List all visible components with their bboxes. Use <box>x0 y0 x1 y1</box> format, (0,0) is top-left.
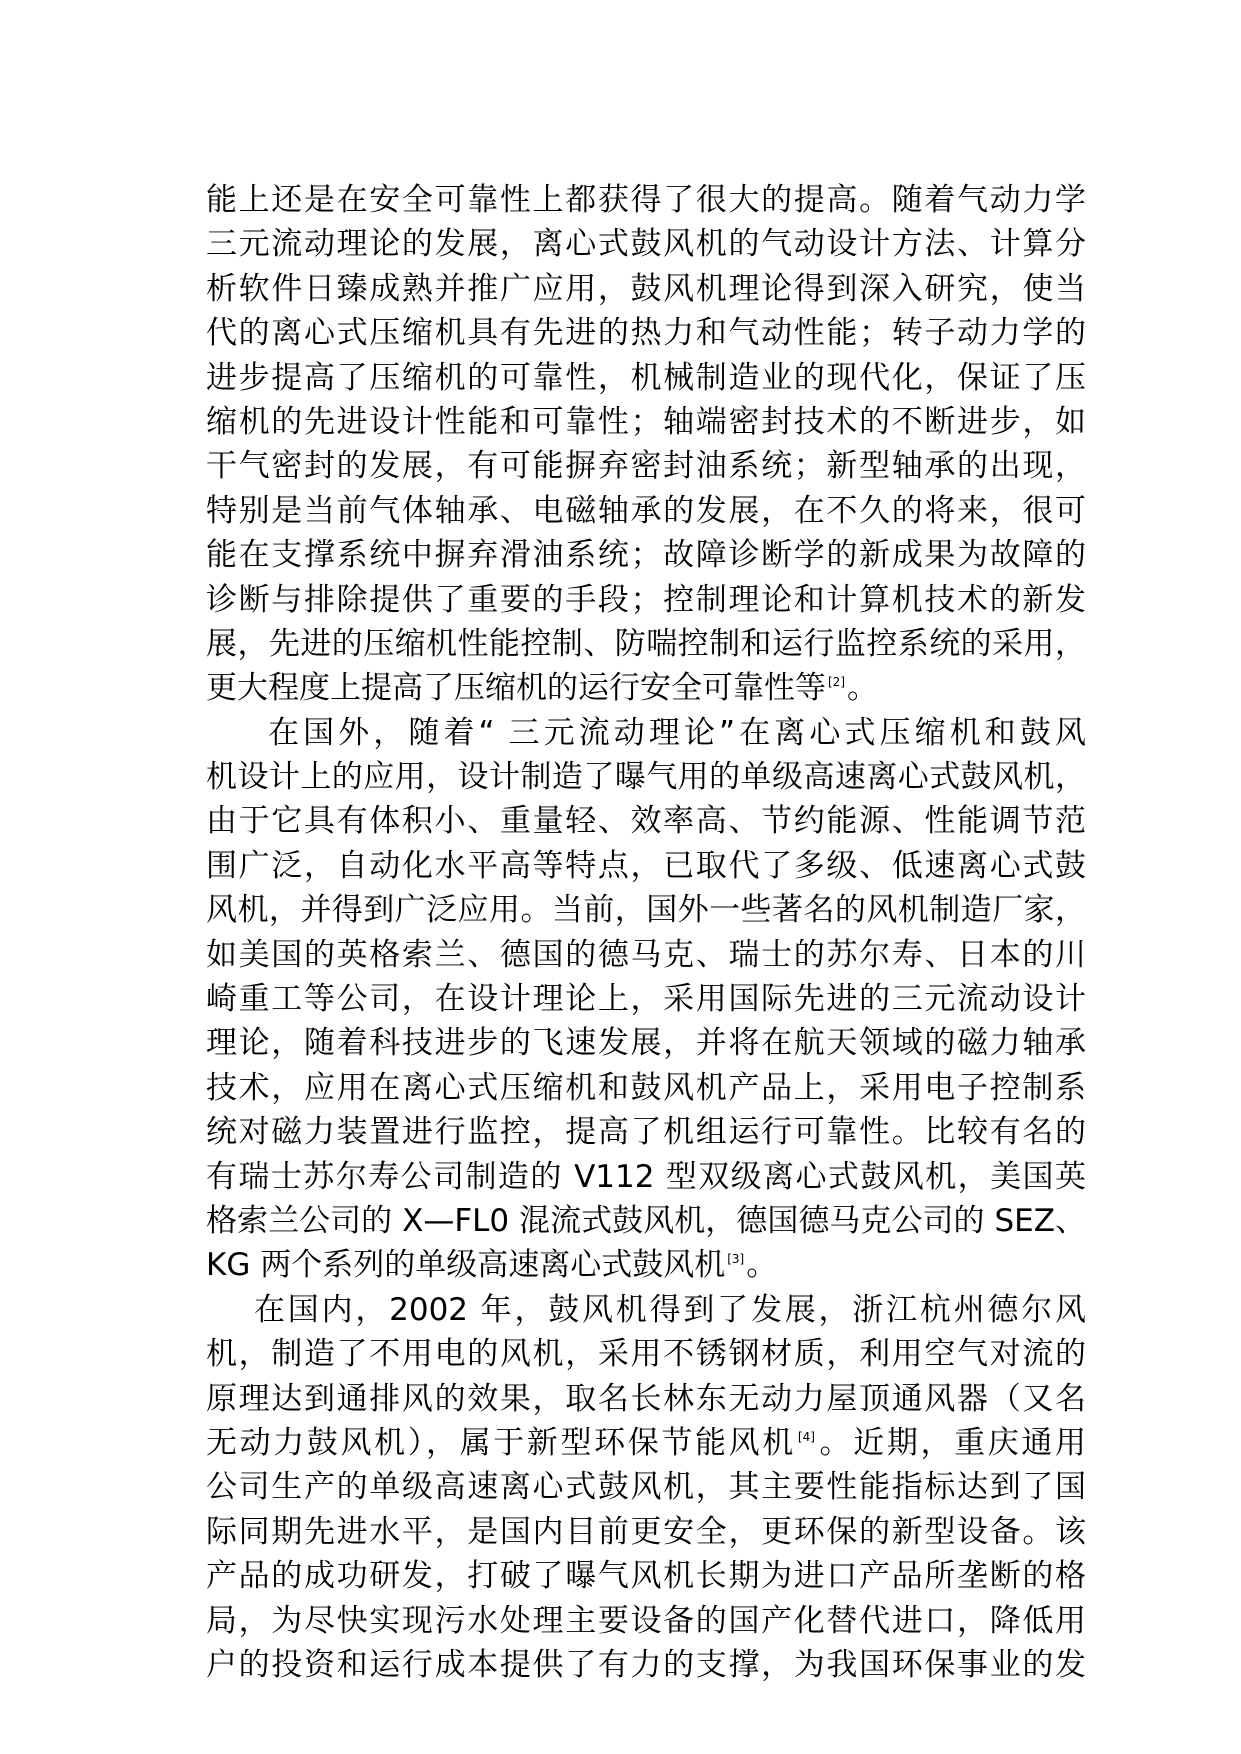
text-line <box>206 1243 1086 1287</box>
text-line <box>206 311 1086 355</box>
citation-marker: [2] <box>828 675 845 690</box>
text-line <box>206 267 1086 311</box>
line-text: 诊断与排除提供了重要的手段；控制理论和计算机技术的新发 <box>206 581 1086 618</box>
line-text: 能上还是在安全可靠性上都获得了很大的提高。随着气动力学 <box>206 182 1086 218</box>
line-text: 进步提高了压缩机的可靠性，机械制造业的现代化，保证了压 <box>206 359 1086 396</box>
text-line <box>206 1554 1086 1598</box>
line-text: KG 两个系列的单级高速离心式鼓风机 <box>206 1247 726 1284</box>
line-text: 有瑞士苏尔寿公司制造的 V112 型双级离心式鼓风机，美国英 <box>206 1158 1086 1195</box>
text-line <box>206 356 1086 400</box>
citation-marker: [3] <box>727 1252 745 1267</box>
line-text: 如美国的英格索兰、德国的德马克、瑞士的苏尔寿、日本的川 <box>206 936 1086 973</box>
text-line <box>206 1421 1086 1465</box>
body-text <box>206 178 1086 1687</box>
line-text: 特别是当前气体轴承、电磁轴承的发展，在不久的将来，很可 <box>206 492 1086 529</box>
line-text: 在国内，2002 年，鼓风机得到了发展，浙江杭州德尔风 <box>254 1291 1086 1328</box>
text-line <box>206 1288 1086 1332</box>
line-text: 产品的成功研发，打破了曝气风机长期为进口产品所垄断的格 <box>206 1558 1086 1595</box>
line-text: 风机，并得到广泛应用。当前，国外一些著名的风机制造厂家， <box>206 892 1086 929</box>
text-line <box>206 799 1086 843</box>
line-text-after-citation: 。近期，重庆通用 <box>816 1424 1086 1461</box>
text-line <box>206 178 1086 222</box>
line-text: 原理达到通排风的效果，取名长林东无动力屋顶通风器（又名 <box>206 1380 1086 1417</box>
text-line <box>206 622 1086 666</box>
line-text: 理论，随着科技进步的飞速发展，并将在航天领域的磁力轴承 <box>206 1025 1086 1062</box>
line-text: 代的离心式压缩机具有先进的热力和气动性能；转子动力学的 <box>206 315 1086 352</box>
line-text: 干气密封的发展，有可能摒弃密封油系统；新型轴承的出现， <box>206 448 1086 485</box>
text-line <box>206 755 1086 799</box>
text-line <box>206 533 1086 577</box>
line-text: 际同期先进水平，是国内目前更安全，更环保的新型设备。该 <box>206 1513 1086 1550</box>
text-line <box>206 489 1086 533</box>
line-text: 展，先进的压缩机性能控制、防喘控制和运行监控系统的采用， <box>206 625 1086 662</box>
line-text: 统对磁力装置进行监控，提高了机组运行可靠性。比较有名的 <box>206 1114 1086 1151</box>
text-line <box>206 711 1086 755</box>
text-line <box>206 1066 1086 1110</box>
text-line <box>206 888 1086 932</box>
line-text: 公司生产的单级高速离心式鼓风机，其主要性能指标达到了国 <box>206 1469 1086 1506</box>
text-line <box>206 1465 1086 1509</box>
line-text: 在国外，随着“ 三元流动理论”在离心式压缩机和鼓风 <box>268 714 1086 751</box>
text-line <box>206 1377 1086 1421</box>
text-line <box>206 222 1086 266</box>
text-line <box>206 933 1086 977</box>
text-line <box>206 1021 1086 1065</box>
text-line <box>206 578 1086 622</box>
line-text: 户的投资和运行成本提供了有力的支撑，为我国环保事业的发 <box>206 1646 1086 1683</box>
text-line <box>206 400 1086 444</box>
text-line <box>206 844 1086 888</box>
line-text: 格索兰公司的 X—FL0 混流式鼓风机，德国德马克公司的 SEZ、 <box>206 1202 1086 1239</box>
line-text: 三元流动理论的发展，离心式鼓风机的气动设计方法、计算分 <box>206 226 1086 263</box>
text-line <box>206 1599 1086 1643</box>
line-text: 无动力鼓风机），属于新型环保节能风机 <box>206 1424 796 1461</box>
line-text: 围广泛，自动化水平高等特点，已取代了多级、低速离心式鼓 <box>206 847 1086 884</box>
line-text: 技术，应用在离心式压缩机和鼓风机产品上，采用电子控制系 <box>206 1069 1086 1106</box>
text-line <box>206 1510 1086 1554</box>
line-text: 崎重工等公司，在设计理论上，采用国际先进的三元流动设计 <box>206 981 1086 1018</box>
line-text-after-citation: 。 <box>746 1247 778 1284</box>
text-line <box>206 1199 1086 1243</box>
text-line <box>206 1110 1086 1154</box>
line-text: 缩机的先进设计性能和可靠性；轴端密封技术的不断进步，如 <box>206 403 1086 440</box>
line-text: 机设计上的应用，设计制造了曝气用的单级高速离心式鼓风机， <box>206 759 1086 796</box>
text-line <box>206 1332 1086 1376</box>
line-text-after-citation: 。 <box>847 670 878 707</box>
text-line <box>206 444 1086 488</box>
text-line <box>206 1155 1086 1199</box>
line-text: 更大程度上提高了压缩机的运行安全可靠性等 <box>206 670 826 707</box>
line-text: 机，制造了不用电的风机，采用不锈钢材质，利用空气对流的 <box>206 1336 1086 1373</box>
line-text: 局，为尽快实现污水处理主要设备的国产化替代进口，降低用 <box>206 1602 1086 1639</box>
text-line <box>206 977 1086 1021</box>
line-text: 能在支撑系统中摒弃滑油系统；故障诊断学的新成果为故障的 <box>206 537 1086 574</box>
citation-marker: [4] <box>797 1429 815 1444</box>
text-line <box>206 1643 1086 1687</box>
line-text: 析软件日臻成熟并推广应用，鼓风机理论得到深入研究，使当 <box>206 270 1086 307</box>
line-text: 由于它具有体积小、重量轻、效率高、节约能源、性能调节范 <box>206 803 1086 840</box>
text-line <box>206 666 1086 710</box>
